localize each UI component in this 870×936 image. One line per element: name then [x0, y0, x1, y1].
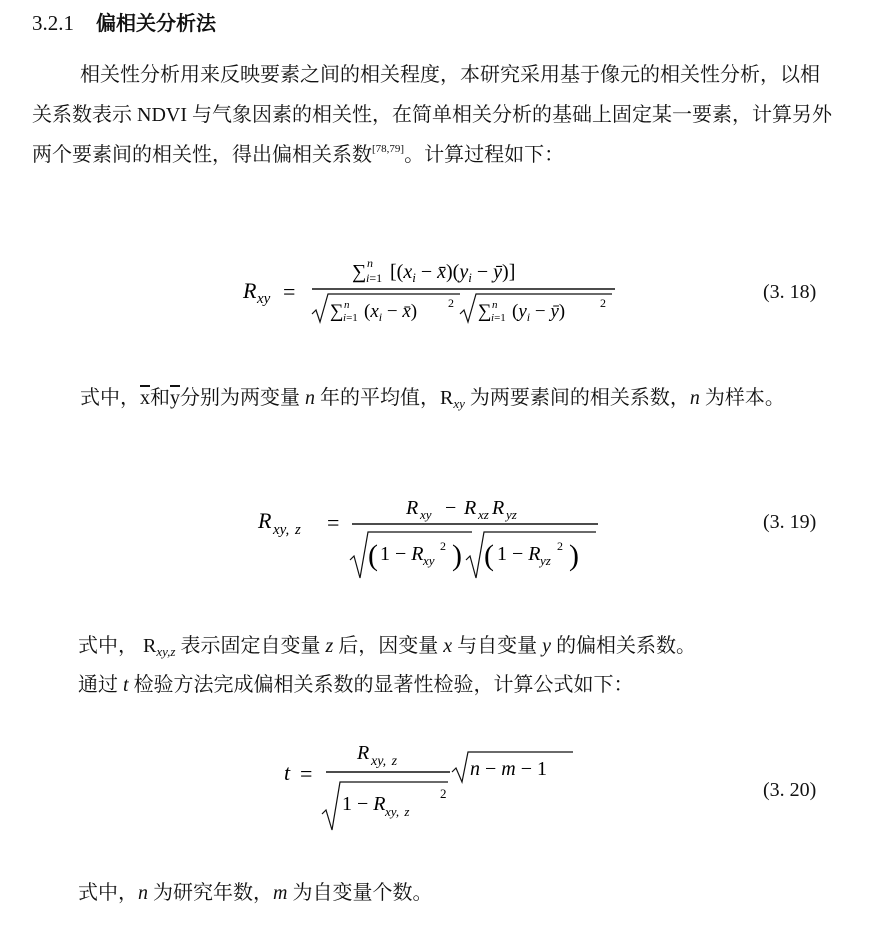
svg-text:yz: yz: [540, 553, 551, 568]
svg-text:∑: ∑: [330, 301, 344, 322]
svg-text:R: R: [464, 497, 477, 519]
svg-text:1 − R: 1 − R: [497, 543, 541, 565]
definition-paragraph-3: [78, 877, 432, 909]
svg-text:R: R: [258, 508, 272, 533]
ttest-text-b: 检验方法完成偏相关系数的显著性检验，计算公式如下：: [128, 674, 634, 696]
def1-text-a: 式中，: [80, 387, 140, 409]
x-symbol: x: [443, 635, 453, 657]
rxy-subscript: xy: [453, 396, 465, 411]
svg-text:1 − R: 1 − R: [380, 543, 424, 565]
n-symbol-3: n: [138, 882, 148, 904]
def2-text-e: 的偏相关系数。: [551, 635, 697, 657]
svg-text:R: R: [243, 278, 257, 303]
section-title: 偏相关分析法: [96, 11, 216, 35]
equation-3-20-formula: [0, 738, 720, 838]
svg-text:[(xi − x̄)(yi − ȳ)]: [($x_i$ − $x̄)(y_i$ − ȳ)]: [390, 261, 516, 285]
svg-text:xy: xy: [257, 291, 271, 307]
svg-text:xy, z: xy, z: [371, 754, 398, 769]
y-mean-symbol: $\overline{y}$: [170, 387, 180, 409]
svg-text:2: 2: [557, 539, 563, 553]
equation-3-18-formula: [0, 248, 720, 328]
citation: [78,79]: [372, 143, 405, 155]
svg-text:i=1: i=1: [366, 271, 383, 285]
svg-text:xz: xz: [478, 507, 489, 522]
z-symbol: z: [325, 635, 334, 657]
svg-text:i=1: i=1: [491, 312, 506, 324]
svg-text:(: (: [368, 539, 378, 572]
def1-text-f: 为样本。: [699, 387, 785, 409]
definition-paragraph-1: [32, 378, 832, 424]
svg-text:i=1: i=1: [343, 312, 358, 324]
svg-text:1 − R: 1 − R: [342, 793, 386, 815]
svg-text:−: −: [445, 497, 457, 519]
x-mean-symbol: $\overline{x}$: [140, 387, 150, 409]
svg-text:xy: xy: [423, 553, 435, 568]
equation-3-20: [0, 738, 870, 838]
svg-text:R: R: [492, 497, 505, 519]
def1-text-b: 和: [150, 387, 170, 409]
svg-text:=: =: [327, 510, 340, 535]
equation-3-18: [0, 248, 870, 328]
rxyz-subscript: xy,z: [156, 644, 176, 659]
section-number: 3.2.1: [32, 11, 74, 35]
ttest-text-a: 通过: [78, 674, 123, 696]
n-symbol: n: [305, 387, 315, 409]
svg-text:=: =: [300, 761, 313, 786]
def2-text-d: 与自变量: [452, 635, 543, 657]
intro-text: 相关性分析用来反映要素之间的相关程度，本研究采用基于像元的相关性分析，以相关系数表示 NDVI 与气象因素的相关性，在简单相关分析的基础上固定某一要素，计算另外两个要素间的相关性，得出偏相关系数: [32, 64, 832, 166]
equation-3-19-formula: [0, 488, 720, 588]
t-symbol: t: [123, 674, 129, 696]
def2-text-b: 表示固定自变量: [175, 635, 326, 657]
svg-text:2: 2: [440, 539, 446, 553]
definition-paragraph-2: [78, 630, 696, 668]
svg-text:(yi − ȳ): ($y_i$ − ȳ): [512, 301, 566, 324]
t-test-intro: [78, 669, 634, 701]
svg-text:yz: yz: [506, 507, 517, 522]
svg-text:t: t: [284, 760, 291, 785]
svg-text:): ): [452, 539, 462, 572]
equation-number-3-19: (3. 19): [763, 511, 817, 533]
svg-text:): ): [569, 539, 579, 572]
section-heading: [32, 8, 216, 38]
def1-text-c: 分别为两变量: [180, 387, 305, 409]
def3-text-c: 为自变量个数。: [287, 882, 433, 904]
equation-number-3-18: (3. 18): [763, 281, 817, 303]
svg-text:∑: ∑: [352, 261, 367, 283]
svg-text:=: =: [283, 279, 296, 304]
n-symbol-2: n: [689, 387, 700, 409]
y-symbol: y: [542, 635, 552, 657]
intro-paragraph: [32, 55, 832, 175]
def3-text-b: 为研究年数，: [148, 882, 273, 904]
svg-text:2: 2: [600, 296, 606, 310]
svg-text:R: R: [357, 742, 370, 764]
svg-text:n: n: [492, 299, 498, 311]
m-symbol: m: [273, 882, 288, 904]
def2-text-a: 式中， R: [78, 635, 157, 657]
svg-text:∑: ∑: [478, 301, 492, 322]
svg-text:xy, z: xy, z: [385, 804, 410, 819]
equation-3-19: [0, 488, 870, 588]
svg-text:n: n: [344, 299, 350, 311]
svg-text:xy, z: xy, z: [273, 522, 301, 538]
svg-text:n: n: [367, 256, 373, 270]
svg-text:n − m − 1: n − m − 1: [470, 758, 548, 780]
svg-text:(xi − x̄): ($x_i$ − x̄): [364, 301, 418, 324]
svg-text:(: (: [484, 539, 494, 572]
def3-text-a: 式中，: [78, 882, 138, 904]
def2-text-c: 后，因变量: [333, 635, 444, 657]
def1-text-d: 年的平均值，R: [315, 387, 454, 409]
svg-text:2: 2: [448, 296, 454, 310]
svg-text:R: R: [406, 497, 419, 519]
intro-text-end: 。计算过程如下：: [404, 144, 565, 166]
equation-number-3-20: (3. 20): [763, 779, 817, 801]
def1-text-e: 为两要素间的相关系数，: [464, 387, 690, 409]
svg-text:2: 2: [440, 786, 447, 801]
svg-text:xy: xy: [420, 507, 432, 522]
